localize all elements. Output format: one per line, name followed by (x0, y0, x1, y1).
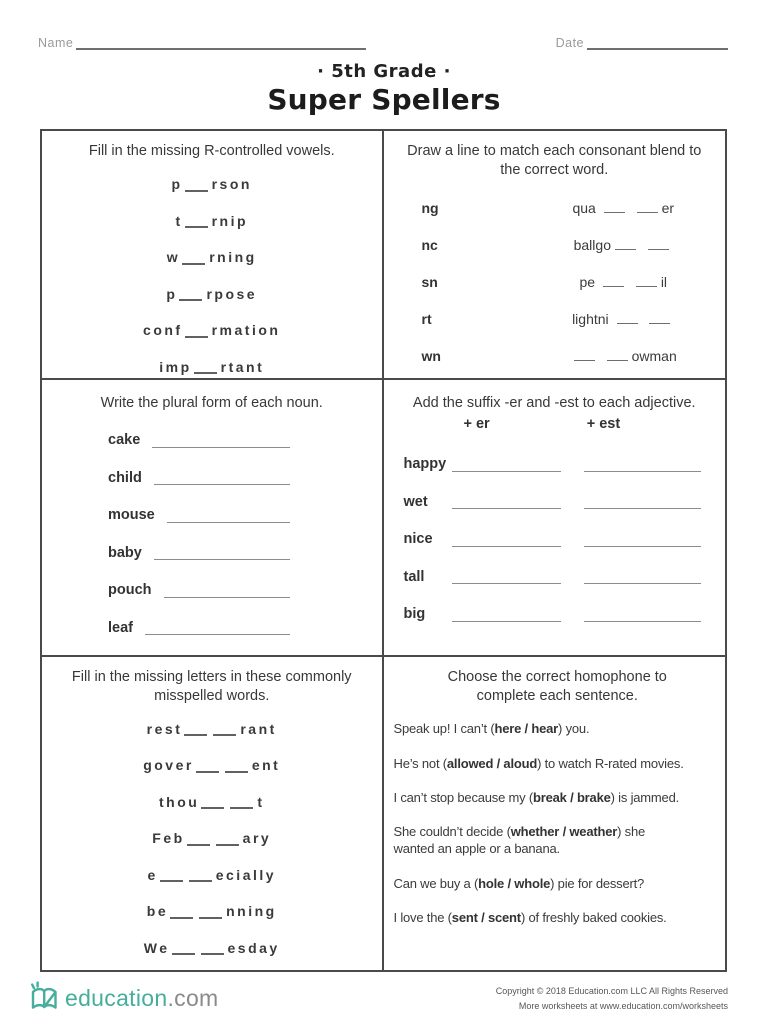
answer-blank (184, 721, 207, 736)
answer-blank (185, 213, 208, 228)
fill-in-word: We esday (143, 939, 280, 956)
adjective-list (384, 444, 726, 632)
fill-in-word-list (42, 166, 382, 380)
fill-in-word: p rson (171, 176, 252, 193)
match-row (384, 226, 726, 263)
consonant-blend: rt (421, 310, 432, 327)
sentence-text: ) is jammed. (610, 790, 680, 806)
adjective-word: wet (403, 493, 428, 510)
fill-in-word: p rpose (166, 285, 258, 302)
adjective-word: nice (403, 531, 433, 548)
sentence-list (394, 721, 722, 927)
answer-blank (649, 310, 670, 324)
copyright-line: Copyright © 2018 Education.com LLC All Rights Reserved (495, 986, 728, 997)
adjective-word: big (403, 606, 426, 623)
answer-blank (172, 940, 195, 955)
answer-blank (230, 794, 253, 809)
sentence-text: I can’t stop because my ( (393, 790, 534, 806)
homophone-choices: break / brake (533, 790, 611, 806)
education-logo (28, 981, 219, 1016)
answer-line (167, 518, 290, 523)
er-answer-line (452, 579, 561, 584)
answer-blank (170, 904, 193, 919)
date-blank-line (587, 36, 728, 50)
suffix-headers (384, 416, 726, 432)
answer-blank (603, 273, 624, 287)
suffix-est-header: + est (586, 416, 621, 433)
consonant-blend: wn (421, 347, 441, 364)
match-target-word: qua er (572, 200, 675, 217)
sentence-text: ) you. (558, 721, 590, 737)
plural-row (42, 533, 382, 571)
section-consonant-blends (384, 131, 726, 380)
fill-in-word: t rnip (175, 212, 249, 229)
section-prompt: Add the suffix -er and -est to each adjective. (412, 395, 696, 411)
er-answer-line (452, 617, 561, 622)
section-homophones (384, 657, 726, 970)
sentence-text: I love the ( (393, 910, 452, 926)
match-target-word: pe il (579, 274, 668, 291)
adjective-row (384, 594, 726, 632)
homophone-sentence (394, 876, 722, 893)
homophone-choices: hole / whole (478, 875, 551, 891)
er-answer-line (452, 542, 561, 547)
adjective-word: tall (403, 568, 425, 585)
adjective-row (384, 482, 726, 520)
section-prompt: Write the plural form of each noun. (100, 395, 323, 411)
section-prompt: Choose the correct homophone to complete each sentence. (447, 669, 667, 705)
match-row (384, 337, 726, 374)
plural-list (42, 420, 382, 645)
sentence-text: ) to watch R-rated movies. (537, 755, 684, 771)
answer-blank (201, 940, 224, 955)
homophone-sentence (394, 824, 686, 858)
answer-blank (185, 177, 208, 192)
section-misspelled-words (42, 657, 384, 970)
est-answer-line (584, 579, 701, 584)
sentence-text: Speak up! I can’t ( (393, 721, 495, 737)
section-prompt: Fill in the missing R-controlled vowels. (88, 143, 335, 159)
sentence-text: She couldn’t decide ( (393, 824, 511, 840)
fill-in-word: be nning (146, 903, 277, 919)
plural-row (42, 608, 382, 646)
plural-row (42, 570, 382, 608)
fill-in-word: imp rtant (159, 358, 265, 375)
answer-blank (637, 199, 658, 213)
match-target-word: owman (502, 347, 726, 364)
answer-line (154, 555, 290, 560)
suffix-er-header: + er (463, 416, 490, 433)
homophone-sentence (394, 790, 722, 807)
fill-in-word: Feb ary (152, 830, 272, 846)
fill-in-word: rest rant (146, 720, 277, 737)
footer (28, 981, 728, 1016)
answer-blank (607, 347, 628, 361)
logo-tld-text: .com (167, 985, 219, 1011)
answer-blank (604, 199, 625, 213)
logo-brand-text: education (65, 985, 168, 1011)
fill-in-word-list (42, 710, 382, 966)
section-plural-nouns (42, 380, 384, 657)
er-answer-line (452, 504, 561, 509)
plural-row (42, 420, 382, 458)
answer-blank (213, 721, 236, 736)
match-row (384, 300, 726, 337)
section-prompt: Fill in the missing letters in these commonly misspelled words. (71, 669, 352, 705)
worksheet-title: Super Spellers (267, 83, 501, 116)
noun-word: mouse (108, 507, 155, 524)
sentence-text: ) she wanted an apple or a banana. (393, 824, 646, 857)
homophone-sentence (394, 756, 722, 773)
section-prompt: Draw a line to match each consonant blend to the correct word. (407, 143, 702, 179)
est-answer-line (584, 617, 701, 622)
match-row (384, 263, 726, 300)
homophone-choices: allowed / aloud (446, 755, 538, 771)
sentence-text: ) of freshly baked cookies. (520, 910, 667, 926)
answer-blank (160, 867, 183, 882)
grade-label: · 5th Grade · (317, 61, 451, 82)
consonant-blend: nc (421, 236, 438, 253)
answer-blank (201, 794, 224, 809)
consonant-blend: sn (421, 273, 438, 290)
fill-in-word: e ecially (147, 866, 277, 883)
answer-blank (216, 831, 239, 846)
homophone-sentence (394, 910, 722, 927)
noun-word: cake (108, 432, 141, 449)
answer-blank (194, 359, 217, 374)
answer-blank (185, 323, 208, 338)
worksheets-url-line: More worksheets at www.education.com/worksheets (518, 1000, 728, 1011)
adjective-row (384, 444, 726, 482)
sentence-text: Can we buy a ( (393, 875, 479, 891)
answer-line (154, 480, 290, 485)
section-r-controlled-vowels (42, 131, 384, 380)
adjective-word: happy (403, 456, 447, 473)
date-label: Date (555, 36, 584, 50)
name-blank-line (76, 36, 366, 50)
answer-blank (617, 310, 638, 324)
homophone-sentence (394, 721, 722, 738)
answer-line (145, 630, 290, 635)
match-target-word: lightni (502, 310, 726, 327)
answer-blank (615, 236, 636, 250)
match-target-word: ballgo (502, 236, 726, 253)
plural-row (42, 495, 382, 533)
fill-in-word: gover ent (143, 757, 281, 773)
name-date-row (0, 0, 768, 50)
worksheet-grid (40, 129, 727, 972)
answer-blank (574, 347, 595, 361)
est-answer-line (584, 467, 701, 472)
answer-blank (187, 831, 210, 846)
homophone-choices: here / hear (494, 721, 559, 737)
est-answer-line (584, 542, 701, 547)
name-label: Name (38, 36, 74, 50)
noun-word: pouch (108, 582, 152, 599)
est-answer-line (584, 504, 701, 509)
answer-blank (636, 273, 657, 287)
noun-word: leaf (108, 619, 133, 636)
answer-blank (225, 758, 248, 773)
section-suffix (384, 380, 726, 657)
noun-word: child (108, 469, 142, 486)
answer-blank (182, 250, 205, 265)
open-book-icon (28, 981, 65, 1016)
answer-blank (199, 904, 222, 919)
answer-blank (648, 236, 669, 250)
answer-blank (179, 286, 202, 301)
match-list (384, 189, 726, 374)
homophone-choices: sent / scent (451, 910, 521, 926)
homophone-choices: whether / weather (510, 824, 618, 840)
match-row (384, 189, 726, 226)
plural-row (42, 458, 382, 496)
adjective-row (384, 519, 726, 557)
adjective-row (384, 557, 726, 595)
sentence-text: ) pie for dessert? (550, 875, 645, 891)
answer-line (152, 443, 289, 448)
answer-blank (189, 867, 212, 882)
fill-in-word: thou t (159, 793, 265, 810)
fill-in-word: w rning (166, 249, 257, 266)
noun-word: baby (108, 544, 142, 561)
answer-blank (196, 758, 219, 773)
answer-line (164, 593, 290, 598)
copyright-block (496, 984, 728, 1013)
sentence-text: He’s not ( (393, 755, 447, 771)
er-answer-line (452, 467, 561, 472)
consonant-blend: ng (421, 199, 439, 216)
fill-in-word: conf rmation (143, 322, 281, 339)
